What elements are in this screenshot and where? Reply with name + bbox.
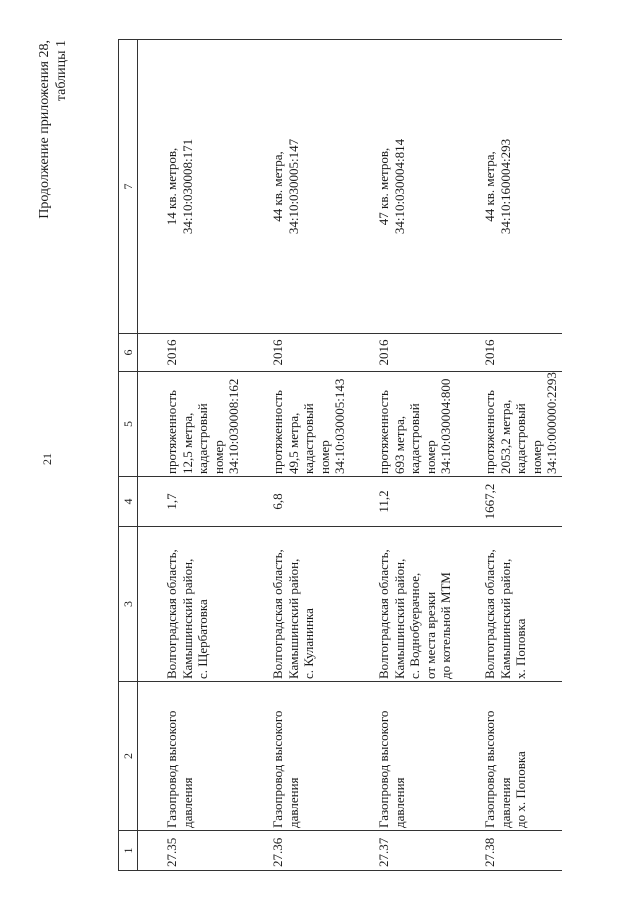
object-land-plot: 44 кв. метра, 34:10:030005:147 [244, 40, 350, 334]
row-number: 27.37 [350, 831, 456, 871]
header-col-5: 5 [119, 372, 138, 477]
header-col-6: 6 [119, 334, 138, 372]
row-number: 27.36 [244, 831, 350, 871]
object-name: Газопровод высокого давления [138, 682, 245, 831]
caption-line-1: Продолжение приложения 28, [37, 40, 52, 219]
object-location: Волгоградская область, Камышинский район, с. Куланинка [244, 527, 350, 682]
table-row [138, 40, 245, 871]
table-row [244, 40, 350, 871]
object-year: 2016 [350, 334, 456, 372]
object-description: протяженность 2053,2 метра, кадастровый номер 34:10:000000:2293 [456, 372, 562, 477]
row-number: 27.38 [456, 831, 562, 871]
object-description: протяженность 693 метра, кадастровый номер 34:10:030004:800 [350, 372, 456, 477]
object-value: 6,8 [244, 477, 350, 527]
object-year: 2016 [138, 334, 245, 372]
objects-table [118, 39, 562, 871]
object-name: Газопровод высокого давления [350, 682, 456, 831]
object-year: 2016 [244, 334, 350, 372]
object-location: Волгоградская область, Камышинский район, с. Воднобуерачное, от места врезки до котельной МТМ [350, 527, 456, 682]
header-col-3: 3 [119, 527, 138, 682]
object-value: 11,2 [350, 477, 456, 527]
header-col-2: 2 [119, 682, 138, 831]
object-land-plot: 47 кв. метров, 34:10:030004:814 [350, 40, 456, 334]
object-value: 1,7 [138, 477, 245, 527]
object-land-plot: 44 кв. метра, 34:10:160004:293 [456, 40, 562, 334]
row-number: 27.35 [138, 831, 245, 871]
object-value: 1667,2 [456, 477, 562, 527]
header-col-4: 4 [119, 477, 138, 527]
table-caption [36, 40, 70, 219]
header-col-7: 7 [119, 40, 138, 334]
object-location: Волгоградская область, Камышинский район, с. Щербатовка [138, 527, 245, 682]
table-row [456, 40, 562, 871]
object-description: протяженность 49,5 метра, кадастровый номер 34:10:030005:143 [244, 372, 350, 477]
caption-line-2: таблицы 1 [54, 40, 69, 102]
object-name: Газопровод высокого давления до х. Поповка [456, 682, 562, 831]
page-number: 21 [40, 453, 54, 465]
table-row [350, 40, 456, 871]
object-description: протяженность 12,5 метра, кадастровый номер 34:10:030008:162 [138, 372, 245, 477]
header-col-1: 1 [119, 831, 138, 871]
object-location: Волгоградская область, Камышинский район, х. Поповка [456, 527, 562, 682]
header-row [119, 40, 138, 871]
object-land-plot: 14 кв. метров, 34:10:030008:171 [138, 40, 245, 334]
object-name: Газопровод высокого давления [244, 682, 350, 831]
object-year: 2016 [456, 334, 562, 372]
